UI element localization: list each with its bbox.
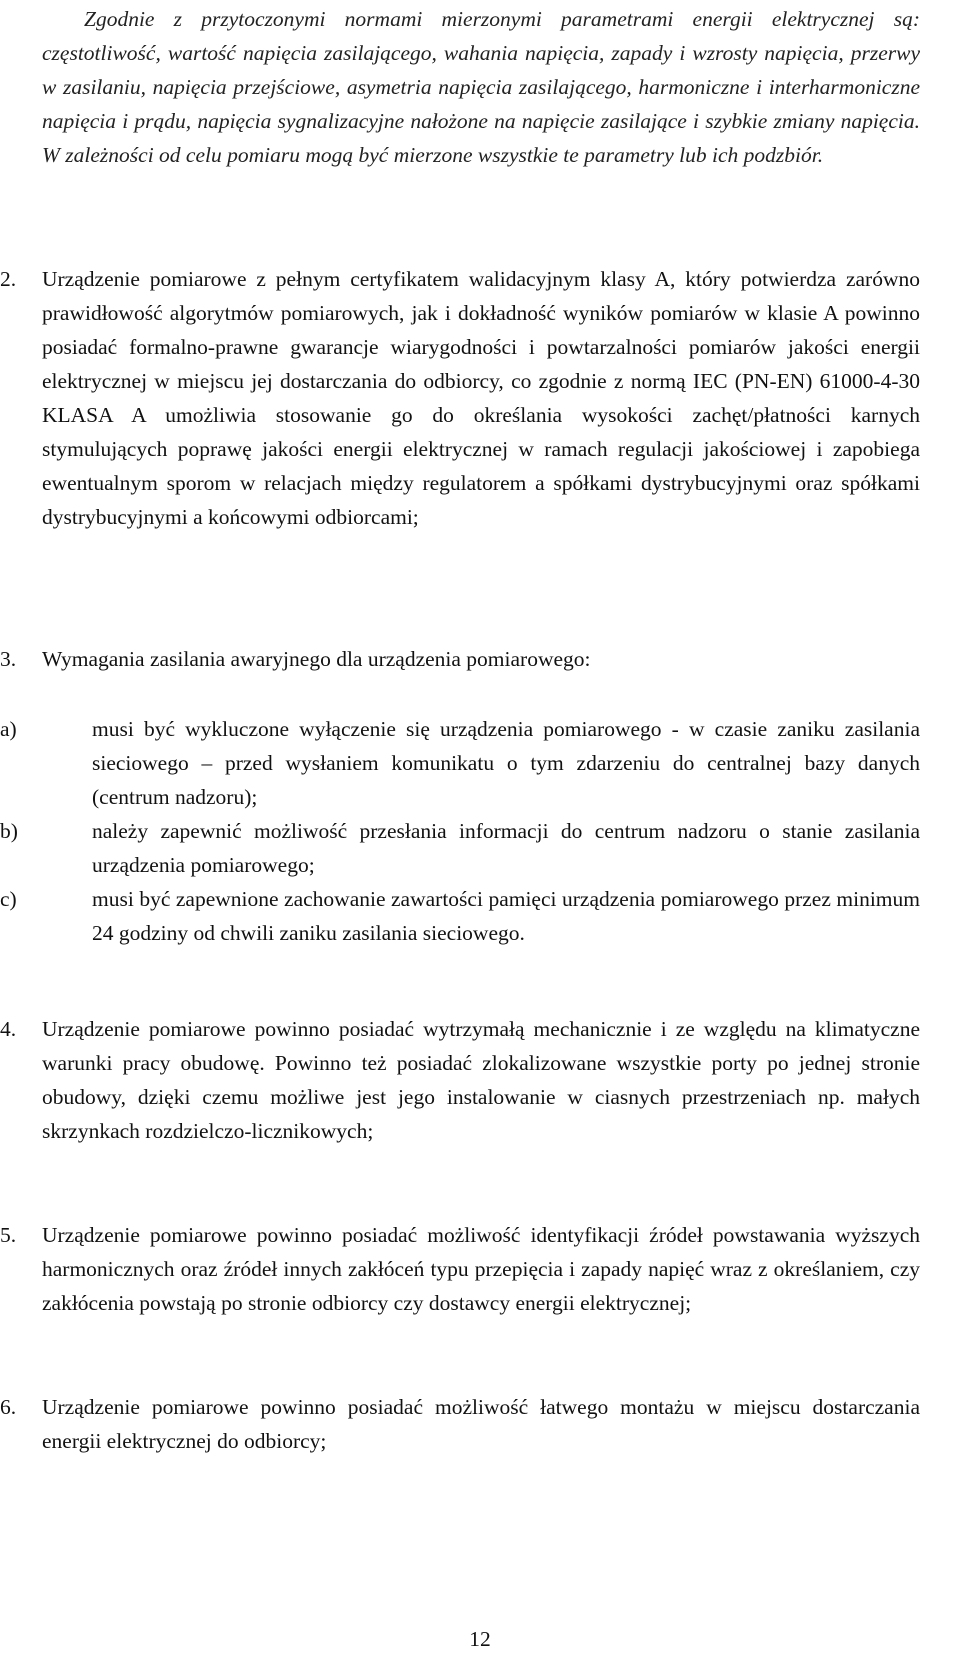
list-item-5 [0,1218,920,1320]
list-number: 4. [0,1017,17,1041]
list-number: 5. [0,1223,17,1247]
list-item-3 [0,642,920,950]
page-number: 12 [469,1627,491,1651]
list-number: 6. [0,1395,17,1419]
list-item-text: Urządzenie pomiarowe powinno posiadać możliwość łatwego montażu w miejscu dostarczania energii elektrycznej do odbiorcy; [42,1395,920,1453]
sub-item-text: musi być zapewnione zachowanie zawartości pamięci urządzenia pomiarowego przez minimum 24 godziny od chwili zaniku zasilania sieciowego. [92,887,920,945]
list-number: 3. [0,647,17,671]
sub-item-c [0,882,920,950]
list-item-text: Urządzenie pomiarowe powinno posiadać możliwość identyfikacji źródeł powstawania wyższych harmonicznych oraz źródeł innych zakłóceń typu przepięcia i zapady napięć wraz z określaniem, czy zakłócenia powstają po stronie odbiorcy czy dostawcy energii elektrycznej; [42,1223,920,1315]
list-item-2 [0,262,920,534]
sub-item-b [0,814,920,882]
sub-list [0,712,920,950]
list-item-4 [0,1012,920,1148]
list-item-6 [0,1390,920,1458]
sub-item-text: musi być wykluczone wyłączenie się urządzenia pomiarowego - w czasie zaniku zasilania sieciowego – przed wysłaniem komunikatu o tym zdarzeniu do centralnej bazy danych (centrum nadzoru); [92,717,920,809]
sub-item-letter: a) [0,717,17,741]
intro-paragraph: Zgodnie z przytoczonymi normami mierzonymi parametrami energii elektrycznej są: częstotliwość, wartość napięcia zasilającego, wahania napięcia, zapady i wzrosty napięcia, przerwy w zasilaniu, napięcia przejściowe, asymetria napięcia zasilającego, harmoniczne i interharmoniczne napięcia i prądu, napięcia sygnalizacyjne nałożone na napięcie zasilające i szybkie zmiany napięcia. W zależności od celu pomiaru mogą być mierzone wszystkie te parametry lub ich podzbiór. [42,7,920,167]
sub-item-letter: b) [0,819,18,843]
list-item-text: Urządzenie pomiarowe z pełnym certyfikatem walidacyjnym klasy A, który potwierdza zarówno prawidłowość algorytmów pomiarowych, jak i dokładność wyników pomiarów w klasie A powinno posiadać formalno-prawne gwarancje wiarygodności i powtarzalności pomiarów jakości energii elektrycznej w miejscu jej dostarczania do odbiorcy, co zgodnie z normą IEC (PN-EN) 61000-4-30 KLASA A umożliwia stosowanie go do określania wysokości zachęt/płatności karnych stymulujących poprawę jakości energii elektrycznej w ramach regulacji jakościowej i zapobiega ewentualnym sporom w relacjach między regulatorem a spółkami dystrybucyjnymi oraz spółkami dystrybucyjnymi a końcowymi odbiorcami; [42,267,920,529]
sub-item-a [0,712,920,814]
sub-item-text: należy zapewnić możliwość przesłania informacji do centrum nadzoru o stanie zasilania urządzenia pomiarowego; [92,819,920,877]
list-number: 2. [0,267,17,291]
sub-item-letter: c) [0,887,17,911]
list-item-text: Wymagania zasilania awaryjnego dla urządzenia pomiarowego: [42,647,591,671]
list-item-text: Urządzenie pomiarowe powinno posiadać wytrzymałą mechanicznie i ze względu na klimatyczne warunki pracy obudowę. Powinno też posiadać zlokalizowane wszystkie porty po jednej stronie obudowy, dzięki czemu możliwe jest jego instalowanie w ciasnych przestrzeniach np. małych skrzynkach rozdzielczo-licznikowych; [42,1017,920,1143]
